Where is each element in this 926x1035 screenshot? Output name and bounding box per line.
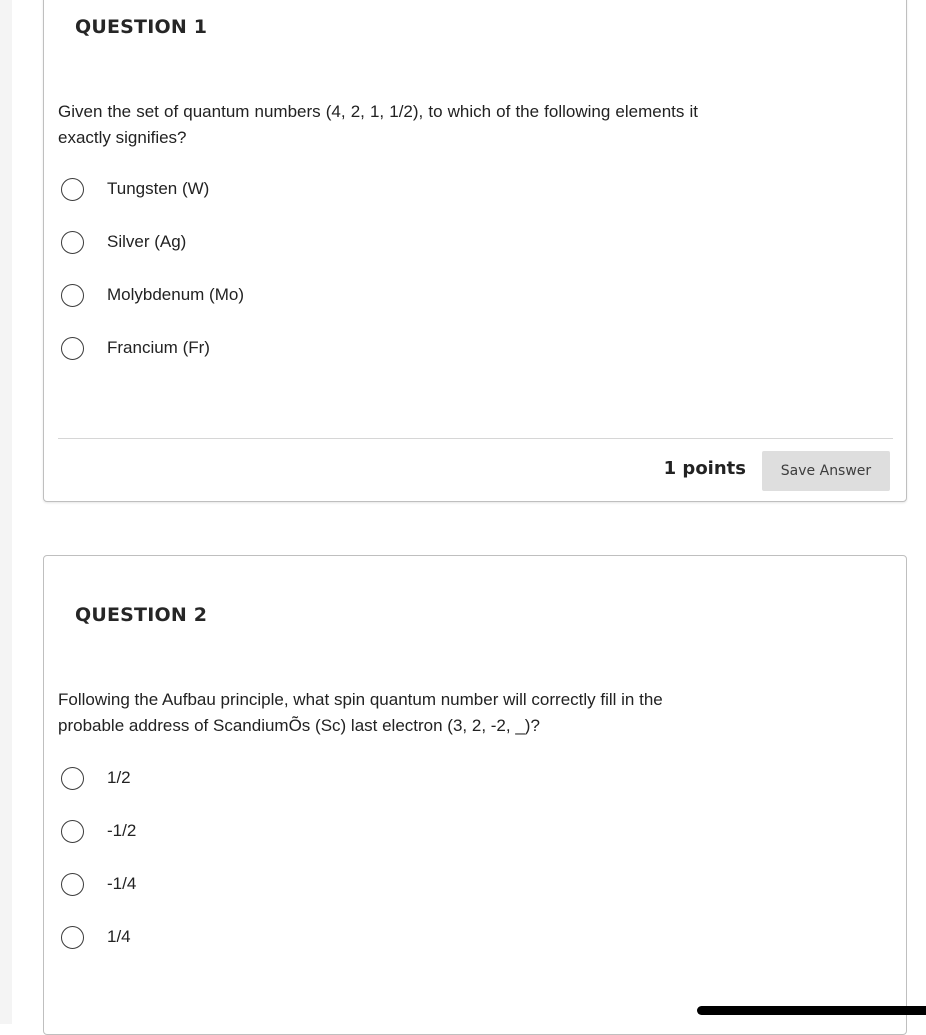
radio-button[interactable] bbox=[61, 231, 84, 254]
question-1-divider bbox=[58, 438, 893, 439]
q1-option-label[interactable]: Francium (Fr) bbox=[107, 338, 210, 357]
question-2-title: QUESTION 2 bbox=[75, 604, 208, 626]
q1-option-francium[interactable] bbox=[61, 335, 244, 361]
left-gutter bbox=[0, 0, 12, 1024]
q2-option-label[interactable]: -1/2 bbox=[107, 821, 137, 840]
question-2-text: Following the Aufbau principle, what spin quantum number will correctly fill in the probable address of ScandiumÕs (Sc) last electron (3, 2, -2, _)? bbox=[58, 690, 663, 735]
q2-option-label[interactable]: -1/4 bbox=[107, 874, 137, 893]
q2-option-3[interactable] bbox=[61, 871, 136, 897]
q2-option-4[interactable] bbox=[61, 924, 136, 950]
radio-button[interactable] bbox=[61, 337, 84, 360]
radio-button[interactable] bbox=[61, 820, 84, 843]
question-1-text: Given the set of quantum numbers (4, 2, 1, 1/2), to which of the following elements it exactly signifies? bbox=[58, 102, 698, 147]
question-1-options bbox=[61, 176, 244, 388]
q2-option-label[interactable]: 1/2 bbox=[107, 768, 131, 787]
question-card-1 bbox=[43, 0, 907, 502]
radio-button[interactable] bbox=[61, 767, 84, 790]
question-1-points: 1 points bbox=[663, 458, 746, 479]
radio-button[interactable] bbox=[61, 284, 84, 307]
q1-option-label[interactable]: Tungsten (W) bbox=[107, 179, 210, 198]
q2-option-1[interactable] bbox=[61, 765, 136, 791]
q2-option-label[interactable]: 1/4 bbox=[107, 927, 131, 946]
q1-option-label[interactable]: Silver (Ag) bbox=[107, 232, 187, 251]
scroll-indicator[interactable] bbox=[697, 1006, 926, 1015]
q1-option-silver[interactable] bbox=[61, 229, 244, 255]
q2-option-2[interactable] bbox=[61, 818, 136, 844]
radio-button[interactable] bbox=[61, 178, 84, 201]
radio-button[interactable] bbox=[61, 873, 84, 896]
q1-option-label[interactable]: Molybdenum (Mo) bbox=[107, 285, 244, 304]
q1-option-molybdenum[interactable] bbox=[61, 282, 244, 308]
radio-button[interactable] bbox=[61, 926, 84, 949]
question-2-options bbox=[61, 765, 136, 977]
question-1-title: QUESTION 1 bbox=[75, 16, 208, 38]
question-card-2 bbox=[43, 555, 907, 1035]
save-answer-button[interactable]: Save Answer bbox=[762, 451, 890, 491]
q1-option-tungsten[interactable] bbox=[61, 176, 244, 202]
